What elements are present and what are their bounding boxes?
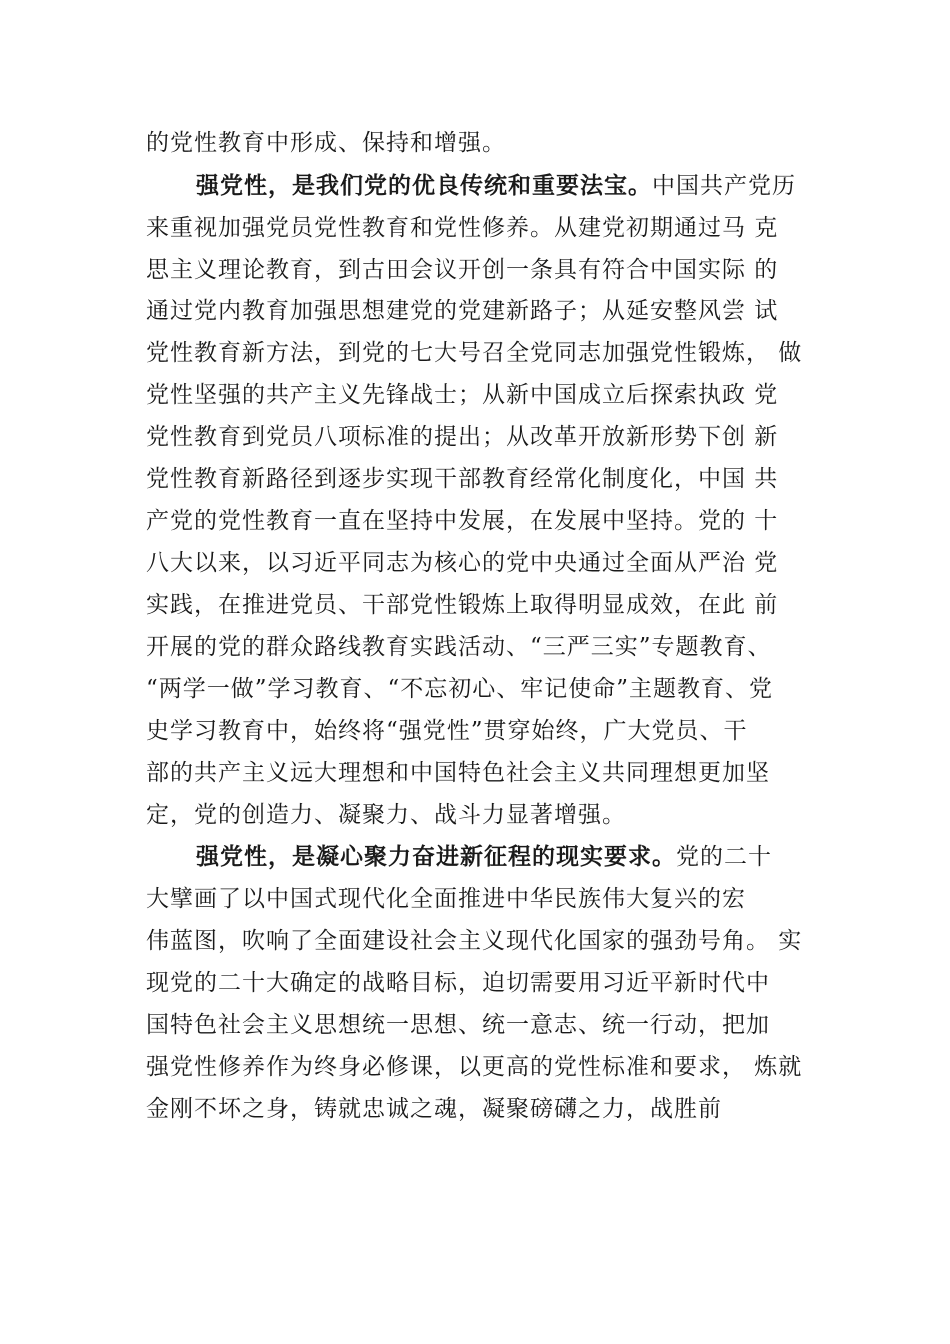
text-line: 产党的党性教育一直在坚持中发展，在发展中坚持。党的 十 <box>146 508 779 534</box>
paragraph-start <box>196 842 836 872</box>
paragraph-lead-heading: 强党性，是凝心聚力奋进新征程的现实要求。 <box>196 843 676 870</box>
text-line: 党性教育新路径到逐步实现干部教育经常化制度化，中国 共 <box>146 466 779 492</box>
paragraph-lead-heading: 强党性，是我们党的优良传统和重要法宝。 <box>196 172 652 199</box>
text-line: 现党的二十大确定的战略目标，迫切需要用习近平新时代中 <box>146 970 770 996</box>
text-line: 金刚不坏之身，铸就忠诚之魂，凝聚磅礴之力，战胜前 <box>146 1096 722 1122</box>
text-line: 大擘画了以中国式现代化全面推进中华民族伟大复兴的宏 <box>146 886 746 912</box>
text-line: 党性教育到党员八项标准的提出；从改革开放新形势下创 新 <box>146 424 779 450</box>
text-line: 来重视加强党员党性教育和党性修养。从建党初期通过马 克 <box>146 215 779 241</box>
paragraph-start <box>196 171 836 201</box>
text-line: “两学一做”学习教育、“不忘初心、牢记使命”主题教育、党 <box>146 676 774 702</box>
text-line: 开展的党的群众路线教育实践活动、“三严三实”专题教育、 <box>146 634 772 660</box>
paragraph-lead-rest: 党的二十 <box>676 844 772 870</box>
text-line: 思主义理论教育，到古田会议开创一条具有符合中国实际 的 <box>146 257 779 283</box>
text-line: 国特色社会主义思想统一思想、统一意志、统一行动，把加 <box>146 1012 770 1038</box>
text-line: 实践，在推进党员、干部党性锻炼上取得明显成效，在此 前 <box>146 592 779 618</box>
text-line: 的党性教育中形成、保持和增强。 <box>146 130 506 156</box>
text-line: 强党性修养作为终身必修课，以更高的党性标准和要求， 炼就 <box>146 1054 803 1080</box>
text-line: 史学习教育中，始终将“强党性”贯穿始终，广大党员、干 <box>146 718 748 744</box>
text-line: 通过党内教育加强思想建党的党建新路子；从延安整风尝 试 <box>146 298 779 324</box>
text-line: 伟蓝图，吹响了全面建设社会主义现代化国家的强劲号角。 实 <box>146 928 803 954</box>
text-line: 八大以来，以习近平同志为核心的党中央通过全面从严治 党 <box>146 550 779 576</box>
text-line: 定，党的创造力、凝聚力、战斗力显著增强。 <box>146 802 626 828</box>
text-line: 部的共产主义远大理想和中国特色社会主义共同理想更加坚 <box>146 760 770 786</box>
text-line: 党性教育新方法，到党的七大号召全党同志加强党性锻炼， 做 <box>146 340 803 366</box>
paragraph-lead-rest: 中国共产党历 <box>652 173 796 199</box>
text-line: 党性坚强的共产主义先锋战士；从新中国成立后探索执政 党 <box>146 382 779 408</box>
